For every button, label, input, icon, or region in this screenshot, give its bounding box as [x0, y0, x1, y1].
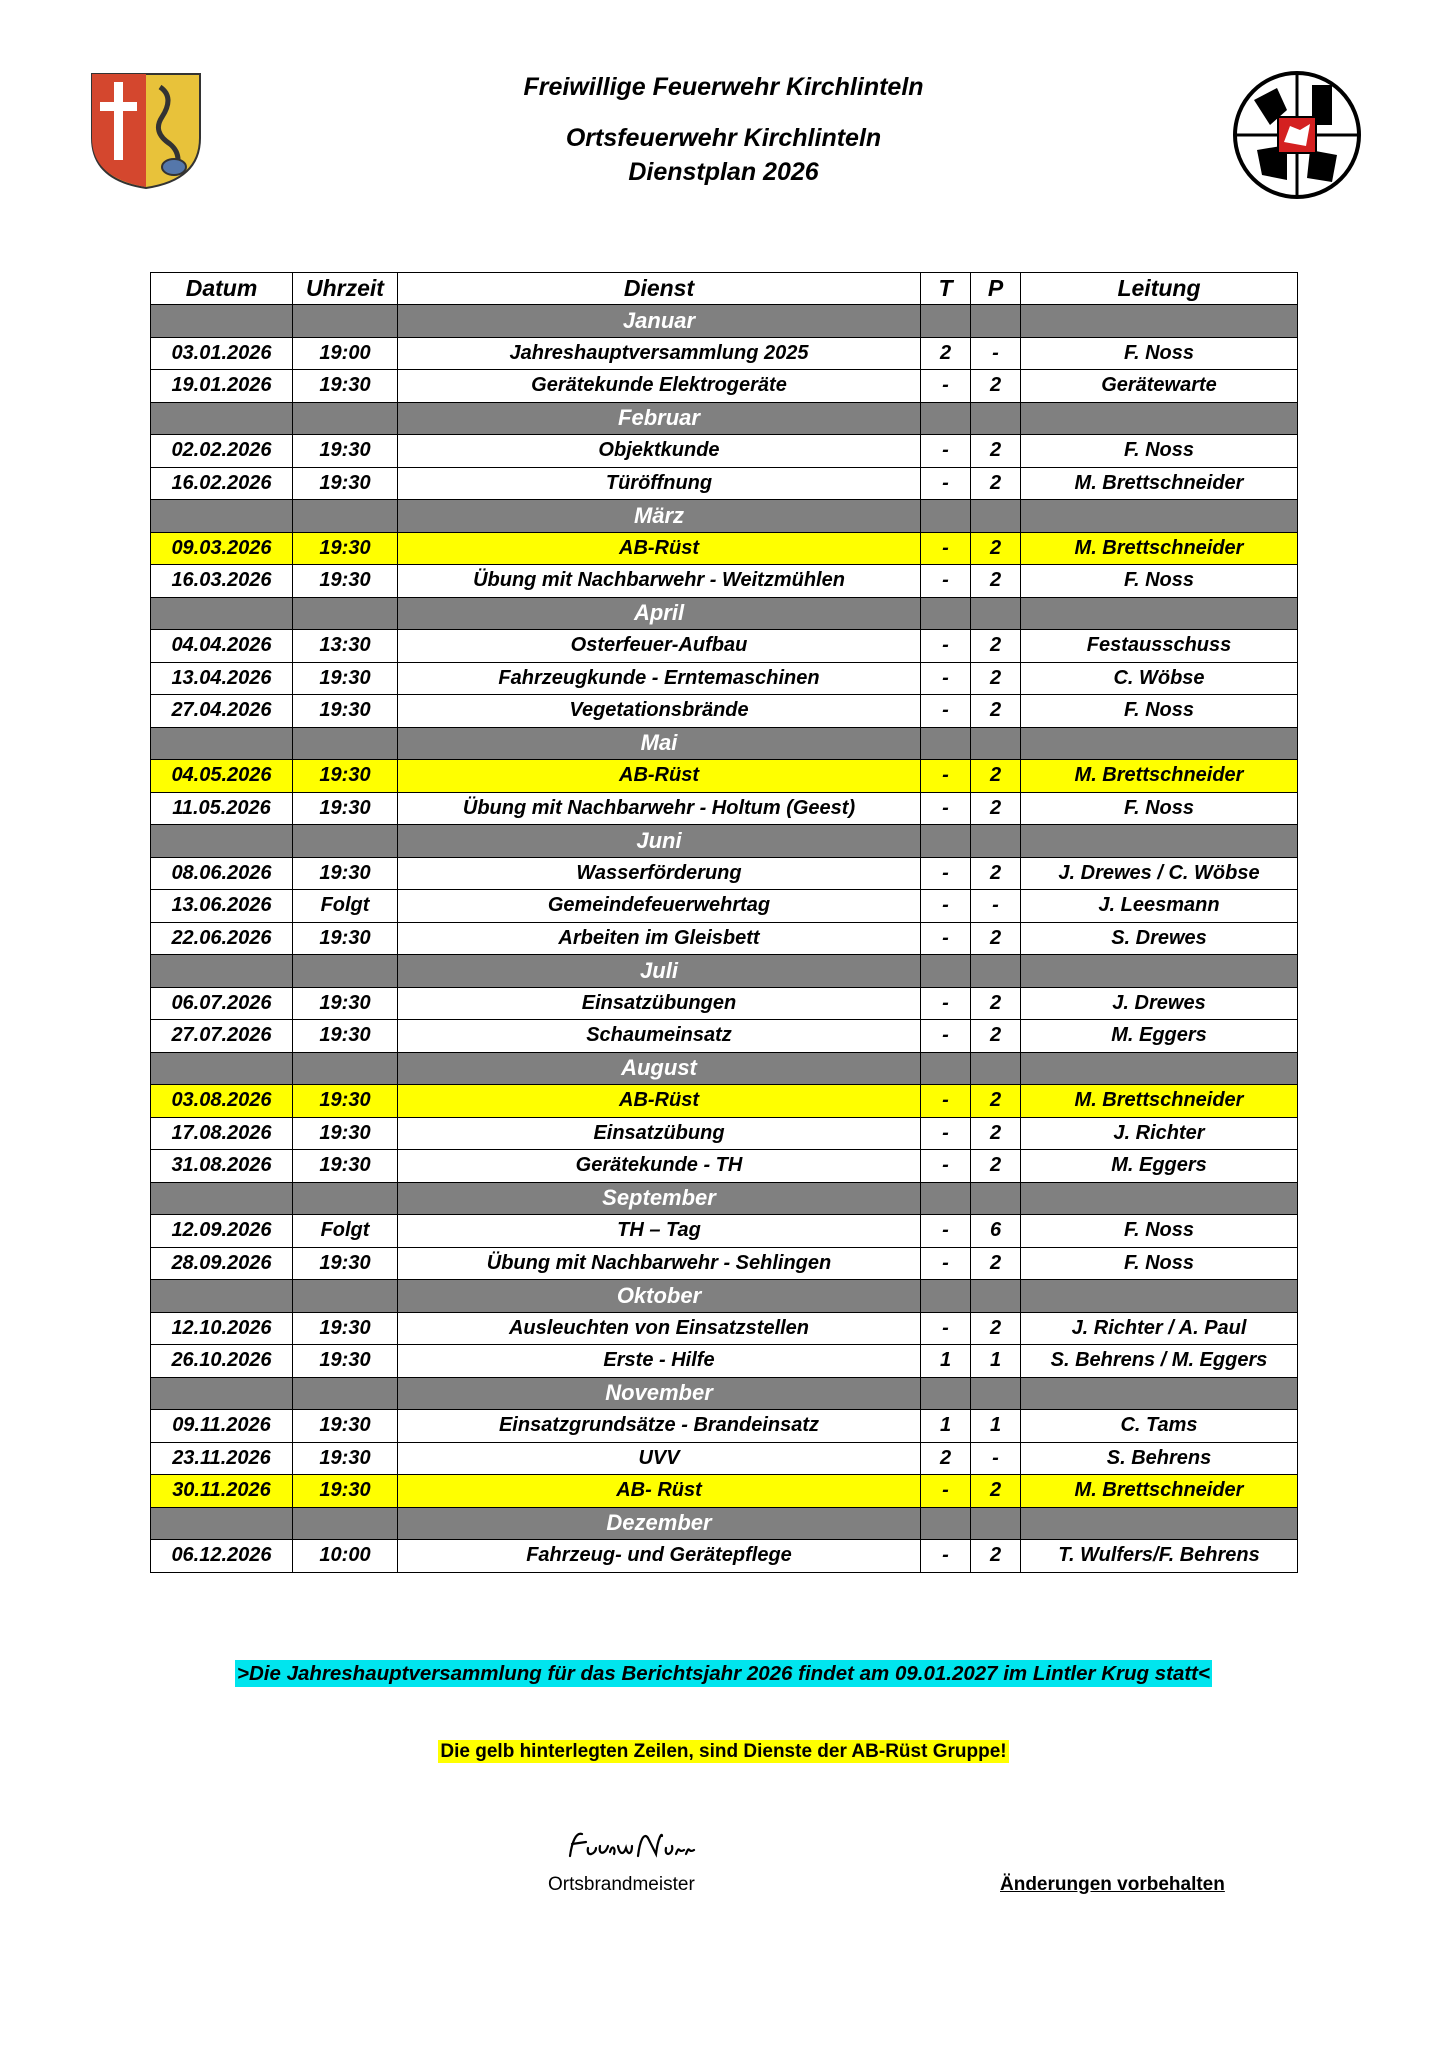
month-row: [151, 1052, 1298, 1085]
p-cell: -: [971, 890, 1021, 923]
duty-cell: AB-Rüst: [398, 532, 921, 565]
month-row-empty-cell: [921, 1280, 971, 1313]
duty-cell: Einsatzübungen: [398, 987, 921, 1020]
changes-reserved-note: Änderungen vorbehalten: [1000, 1874, 1225, 1895]
column-header-t: T: [921, 273, 971, 305]
time-cell: 19:30: [293, 435, 398, 468]
t-cell: -: [921, 532, 971, 565]
month-row-empty-cell: [1021, 955, 1298, 988]
table-row: [151, 695, 1298, 728]
p-cell: 1: [971, 1345, 1021, 1378]
month-row-empty-cell: [921, 955, 971, 988]
month-row-empty-cell: [293, 825, 398, 858]
duty-cell: AB- Rüst: [398, 1475, 921, 1508]
month-row-empty-cell: [151, 1052, 293, 1085]
p-cell: 2: [971, 435, 1021, 468]
duty-cell: Fahrzeugkunde - Erntemaschinen: [398, 662, 921, 695]
t-cell: -: [921, 662, 971, 695]
month-row-empty-cell: [293, 597, 398, 630]
time-cell: 19:30: [293, 1312, 398, 1345]
duty-cell: Gemeindefeuerwehrtag: [398, 890, 921, 923]
duty-cell: Gerätekunde Elektrogeräte: [398, 370, 921, 403]
date-cell: 12.09.2026: [151, 1215, 293, 1248]
month-row-empty-cell: [293, 305, 398, 338]
p-cell: 2: [971, 1540, 1021, 1573]
time-cell: 10:00: [293, 1540, 398, 1573]
table-row: [151, 987, 1298, 1020]
time-cell: 19:30: [293, 1345, 398, 1378]
t-cell: -: [921, 890, 971, 923]
p-cell: 2: [971, 467, 1021, 500]
p-cell: 2: [971, 792, 1021, 825]
lead-cell: M. Eggers: [1021, 1020, 1298, 1053]
lead-cell: J. Richter: [1021, 1117, 1298, 1150]
month-row-empty-cell: [151, 1377, 293, 1410]
time-cell: 19:30: [293, 532, 398, 565]
t-cell: -: [921, 760, 971, 793]
table-row: [151, 1345, 1298, 1378]
table-row: [151, 467, 1298, 500]
time-cell: 19:30: [293, 922, 398, 955]
month-row-empty-cell: [1021, 825, 1298, 858]
month-row-empty-cell: [971, 402, 1021, 435]
month-row: [151, 597, 1298, 630]
p-cell: 2: [971, 695, 1021, 728]
time-cell: 19:30: [293, 792, 398, 825]
month-label: Juni: [398, 825, 921, 858]
p-cell: 2: [971, 1117, 1021, 1150]
t-cell: 1: [921, 1410, 971, 1443]
date-cell: 30.11.2026: [151, 1475, 293, 1508]
duty-cell: Übung mit Nachbarwehr - Holtum (Geest): [398, 792, 921, 825]
table-row: [151, 370, 1298, 403]
date-cell: 16.02.2026: [151, 467, 293, 500]
month-row-empty-cell: [151, 305, 293, 338]
month-row-empty-cell: [151, 402, 293, 435]
duty-cell: Einsatzübung: [398, 1117, 921, 1150]
t-cell: -: [921, 467, 971, 500]
lead-cell: C. Tams: [1021, 1410, 1298, 1443]
duty-schedule-table: [150, 272, 1298, 1573]
lead-cell: F. Noss: [1021, 435, 1298, 468]
month-row-empty-cell: [971, 305, 1021, 338]
t-cell: -: [921, 370, 971, 403]
table-header-row: [151, 273, 1298, 305]
t-cell: -: [921, 1247, 971, 1280]
table-row: [151, 565, 1298, 598]
header-title-plan: Dienstplan 2026: [628, 158, 819, 186]
month-row-empty-cell: [971, 1052, 1021, 1085]
duty-cell: AB-Rüst: [398, 1085, 921, 1118]
month-row-empty-cell: [151, 727, 293, 760]
month-row-empty-cell: [971, 955, 1021, 988]
p-cell: 2: [971, 987, 1021, 1020]
annual-meeting-note-text: >Die Jahreshauptversammlung für das Berichtsjahr 2026 findet am 09.01.2027 im Lintler Krug statt<: [237, 1662, 1210, 1685]
month-row-empty-cell: [921, 1507, 971, 1540]
month-label: Februar: [398, 402, 921, 435]
time-cell: 19:30: [293, 695, 398, 728]
time-cell: Folgt: [293, 1215, 398, 1248]
p-cell: 2: [971, 1085, 1021, 1118]
duty-cell: Ausleuchten von Einsatzstellen: [398, 1312, 921, 1345]
time-cell: 19:30: [293, 662, 398, 695]
month-row-empty-cell: [921, 1377, 971, 1410]
t-cell: -: [921, 565, 971, 598]
time-cell: 19:30: [293, 1410, 398, 1443]
lead-cell: F. Noss: [1021, 792, 1298, 825]
p-cell: 2: [971, 760, 1021, 793]
month-row-empty-cell: [293, 1182, 398, 1215]
p-cell: 2: [971, 370, 1021, 403]
month-row-empty-cell: [1021, 402, 1298, 435]
date-cell: 22.06.2026: [151, 922, 293, 955]
month-label: April: [398, 597, 921, 630]
duty-cell: Arbeiten im Gleisbett: [398, 922, 921, 955]
lead-cell: F. Noss: [1021, 1247, 1298, 1280]
month-row-empty-cell: [971, 500, 1021, 533]
month-row-empty-cell: [151, 825, 293, 858]
month-row-empty-cell: [921, 402, 971, 435]
annual-meeting-note: [0, 1662, 1447, 1686]
table-row: [151, 1442, 1298, 1475]
month-row-empty-cell: [293, 1507, 398, 1540]
lead-cell: F. Noss: [1021, 337, 1298, 370]
month-row-empty-cell: [151, 500, 293, 533]
month-label: Januar: [398, 305, 921, 338]
date-cell: 06.12.2026: [151, 1540, 293, 1573]
column-header-lead: Leitung: [1021, 273, 1298, 305]
p-cell: 2: [971, 857, 1021, 890]
date-cell: 12.10.2026: [151, 1312, 293, 1345]
duty-cell: Gerätekunde - TH: [398, 1150, 921, 1183]
lead-cell: F. Noss: [1021, 695, 1298, 728]
month-row: [151, 1182, 1298, 1215]
month-row-empty-cell: [151, 955, 293, 988]
month-row: [151, 1377, 1298, 1410]
time-cell: 19:30: [293, 370, 398, 403]
table-row: [151, 1150, 1298, 1183]
lead-cell: M. Brettschneider: [1021, 467, 1298, 500]
duty-cell: Objektkunde: [398, 435, 921, 468]
header-title-unit: Ortsfeuerwehr Kirchlinteln: [565, 124, 882, 152]
p-cell: 2: [971, 922, 1021, 955]
month-row-empty-cell: [293, 1052, 398, 1085]
table-row: [151, 1020, 1298, 1053]
time-cell: 19:30: [293, 1247, 398, 1280]
duty-cell: Übung mit Nachbarwehr - Weitzmühlen: [398, 565, 921, 598]
t-cell: -: [921, 792, 971, 825]
duty-cell: TH – Tag: [398, 1215, 921, 1248]
month-row-empty-cell: [293, 727, 398, 760]
yellow-rows-note: [0, 1741, 1447, 1763]
date-cell: 13.04.2026: [151, 662, 293, 695]
t-cell: -: [921, 857, 971, 890]
t-cell: -: [921, 630, 971, 663]
time-cell: 19:30: [293, 565, 398, 598]
t-cell: -: [921, 695, 971, 728]
p-cell: 2: [971, 1020, 1021, 1053]
signature: [562, 1824, 702, 1868]
date-cell: 27.04.2026: [151, 695, 293, 728]
month-row-empty-cell: [971, 1377, 1021, 1410]
month-row-empty-cell: [1021, 1377, 1298, 1410]
table-row: [151, 1215, 1298, 1248]
table-row: [151, 1312, 1298, 1345]
p-cell: 2: [971, 630, 1021, 663]
lead-cell: S. Behrens: [1021, 1442, 1298, 1475]
month-row-empty-cell: [921, 1052, 971, 1085]
month-row-empty-cell: [293, 1377, 398, 1410]
time-cell: 19:30: [293, 467, 398, 500]
table-row: [151, 630, 1298, 663]
table-row: [151, 1117, 1298, 1150]
lead-cell: J. Richter / A. Paul: [1021, 1312, 1298, 1345]
p-cell: -: [971, 337, 1021, 370]
time-cell: Folgt: [293, 890, 398, 923]
date-cell: 28.09.2026: [151, 1247, 293, 1280]
date-cell: 04.05.2026: [151, 760, 293, 793]
time-cell: 19:30: [293, 1442, 398, 1475]
yellow-rows-note-text: Die gelb hinterlegten Zeilen, sind Dienste der AB-Rüst Gruppe!: [440, 1741, 1007, 1762]
table-row: [151, 857, 1298, 890]
t-cell: -: [921, 1215, 971, 1248]
table-row: [151, 890, 1298, 923]
month-row-empty-cell: [1021, 305, 1298, 338]
t-cell: 2: [921, 337, 971, 370]
t-cell: -: [921, 1540, 971, 1573]
date-cell: 02.02.2026: [151, 435, 293, 468]
month-row-empty-cell: [971, 597, 1021, 630]
t-cell: -: [921, 1150, 971, 1183]
lead-cell: S. Behrens / M. Eggers: [1021, 1345, 1298, 1378]
month-row: [151, 305, 1298, 338]
month-row: [151, 727, 1298, 760]
date-cell: 04.04.2026: [151, 630, 293, 663]
table-row-ab-ruest: [151, 532, 1298, 565]
time-cell: 19:30: [293, 1475, 398, 1508]
duty-cell: Jahreshauptversammlung 2025: [398, 337, 921, 370]
table-row: [151, 1540, 1298, 1573]
month-row-empty-cell: [1021, 500, 1298, 533]
month-label: August: [398, 1052, 921, 1085]
month-label: Juli: [398, 955, 921, 988]
month-label: November: [398, 1377, 921, 1410]
date-cell: 09.11.2026: [151, 1410, 293, 1443]
lead-cell: M. Brettschneider: [1021, 1085, 1298, 1118]
duty-cell: Türöffnung: [398, 467, 921, 500]
date-cell: 09.03.2026: [151, 532, 293, 565]
duty-cell: Erste - Hilfe: [398, 1345, 921, 1378]
p-cell: 2: [971, 1150, 1021, 1183]
date-cell: 03.01.2026: [151, 337, 293, 370]
date-cell: 23.11.2026: [151, 1442, 293, 1475]
month-row-empty-cell: [1021, 1052, 1298, 1085]
p-cell: 2: [971, 565, 1021, 598]
month-row-empty-cell: [1021, 597, 1298, 630]
date-cell: 31.08.2026: [151, 1150, 293, 1183]
time-cell: 13:30: [293, 630, 398, 663]
duty-cell: Vegetationsbrände: [398, 695, 921, 728]
duty-cell: Fahrzeug- und Gerätepflege: [398, 1540, 921, 1573]
month-row-empty-cell: [921, 597, 971, 630]
lead-cell: J. Drewes: [1021, 987, 1298, 1020]
lead-cell: M. Brettschneider: [1021, 1475, 1298, 1508]
lead-cell: J. Leesmann: [1021, 890, 1298, 923]
lead-cell: M. Brettschneider: [1021, 760, 1298, 793]
p-cell: -: [971, 1442, 1021, 1475]
time-cell: 19:30: [293, 1150, 398, 1183]
table-row-ab-ruest: [151, 1475, 1298, 1508]
month-label: Oktober: [398, 1280, 921, 1313]
lead-cell: F. Noss: [1021, 565, 1298, 598]
month-row-empty-cell: [293, 500, 398, 533]
t-cell: 1: [921, 1345, 971, 1378]
duty-cell: Wasserförderung: [398, 857, 921, 890]
time-cell: 19:30: [293, 760, 398, 793]
t-cell: 2: [921, 1442, 971, 1475]
month-row-empty-cell: [1021, 1507, 1298, 1540]
lead-cell: Festausschuss: [1021, 630, 1298, 663]
lead-cell: M. Brettschneider: [1021, 532, 1298, 565]
column-header-duty: Dienst: [398, 273, 921, 305]
t-cell: -: [921, 987, 971, 1020]
t-cell: -: [921, 922, 971, 955]
table-row-ab-ruest: [151, 760, 1298, 793]
p-cell: 2: [971, 1475, 1021, 1508]
month-row-empty-cell: [1021, 1280, 1298, 1313]
t-cell: -: [921, 1020, 971, 1053]
date-cell: 27.07.2026: [151, 1020, 293, 1053]
month-row-empty-cell: [921, 500, 971, 533]
p-cell: 2: [971, 1247, 1021, 1280]
lead-cell: Gerätewarte: [1021, 370, 1298, 403]
date-cell: 13.06.2026: [151, 890, 293, 923]
table-row: [151, 435, 1298, 468]
p-cell: 1: [971, 1410, 1021, 1443]
month-row-empty-cell: [1021, 727, 1298, 760]
lead-cell: T. Wulfers/F. Behrens: [1021, 1540, 1298, 1573]
t-cell: -: [921, 1085, 971, 1118]
month-row: [151, 1507, 1298, 1540]
date-cell: 17.08.2026: [151, 1117, 293, 1150]
month-row-empty-cell: [921, 825, 971, 858]
duty-cell: Osterfeuer-Aufbau: [398, 630, 921, 663]
lead-cell: S. Drewes: [1021, 922, 1298, 955]
month-row-empty-cell: [1021, 1182, 1298, 1215]
column-header-date: Datum: [151, 273, 293, 305]
date-cell: 11.05.2026: [151, 792, 293, 825]
duty-cell: UVV: [398, 1442, 921, 1475]
month-row-empty-cell: [151, 1507, 293, 1540]
month-label: Mai: [398, 727, 921, 760]
lead-cell: C. Wöbse: [1021, 662, 1298, 695]
signer-role: Ortsbrandmeister: [548, 1874, 695, 1895]
month-row-empty-cell: [971, 825, 1021, 858]
month-row-empty-cell: [921, 727, 971, 760]
date-cell: 08.06.2026: [151, 857, 293, 890]
p-cell: 6: [971, 1215, 1021, 1248]
month-row: [151, 402, 1298, 435]
month-row-empty-cell: [971, 727, 1021, 760]
month-row-empty-cell: [293, 402, 398, 435]
date-cell: 06.07.2026: [151, 987, 293, 1020]
date-cell: 26.10.2026: [151, 1345, 293, 1378]
month-row-empty-cell: [151, 597, 293, 630]
table-row-ab-ruest: [151, 1085, 1298, 1118]
duty-cell: Schaumeinsatz: [398, 1020, 921, 1053]
column-header-time: Uhrzeit: [293, 273, 398, 305]
time-cell: 19:30: [293, 1117, 398, 1150]
column-header-p: P: [971, 273, 1021, 305]
table-row: [151, 922, 1298, 955]
month-label: September: [398, 1182, 921, 1215]
duty-cell: Einsatzgrundsätze - Brandeinsatz: [398, 1410, 921, 1443]
month-row-empty-cell: [293, 1280, 398, 1313]
month-row-empty-cell: [971, 1507, 1021, 1540]
lead-cell: J. Drewes / C. Wöbse: [1021, 857, 1298, 890]
table-row: [151, 1410, 1298, 1443]
time-cell: 19:30: [293, 987, 398, 1020]
duty-cell: AB-Rüst: [398, 760, 921, 793]
t-cell: -: [921, 1475, 971, 1508]
month-row-empty-cell: [151, 1280, 293, 1313]
month-label: Dezember: [398, 1507, 921, 1540]
month-row-empty-cell: [921, 305, 971, 338]
t-cell: -: [921, 1312, 971, 1345]
month-row-empty-cell: [971, 1182, 1021, 1215]
t-cell: -: [921, 435, 971, 468]
lead-cell: F. Noss: [1021, 1215, 1298, 1248]
time-cell: 19:30: [293, 1020, 398, 1053]
month-row: [151, 1280, 1298, 1313]
month-row-empty-cell: [971, 1280, 1021, 1313]
table-row: [151, 337, 1298, 370]
table-row: [151, 1247, 1298, 1280]
month-row-empty-cell: [293, 955, 398, 988]
date-cell: 19.01.2026: [151, 370, 293, 403]
t-cell: -: [921, 1117, 971, 1150]
month-row: [151, 500, 1298, 533]
p-cell: 2: [971, 1312, 1021, 1345]
table-row: [151, 792, 1298, 825]
date-cell: 03.08.2026: [151, 1085, 293, 1118]
table-row: [151, 662, 1298, 695]
time-cell: 19:00: [293, 337, 398, 370]
month-row-empty-cell: [921, 1182, 971, 1215]
header-title-brigade: Freiwillige Feuerwehr Kirchlinteln: [523, 73, 924, 101]
lead-cell: M. Eggers: [1021, 1150, 1298, 1183]
time-cell: 19:30: [293, 1085, 398, 1118]
date-cell: 16.03.2026: [151, 565, 293, 598]
month-label: März: [398, 500, 921, 533]
month-row: [151, 955, 1298, 988]
p-cell: 2: [971, 532, 1021, 565]
month-row: [151, 825, 1298, 858]
month-row-empty-cell: [151, 1182, 293, 1215]
p-cell: 2: [971, 662, 1021, 695]
time-cell: 19:30: [293, 857, 398, 890]
duty-cell: Übung mit Nachbarwehr - Sehlingen: [398, 1247, 921, 1280]
